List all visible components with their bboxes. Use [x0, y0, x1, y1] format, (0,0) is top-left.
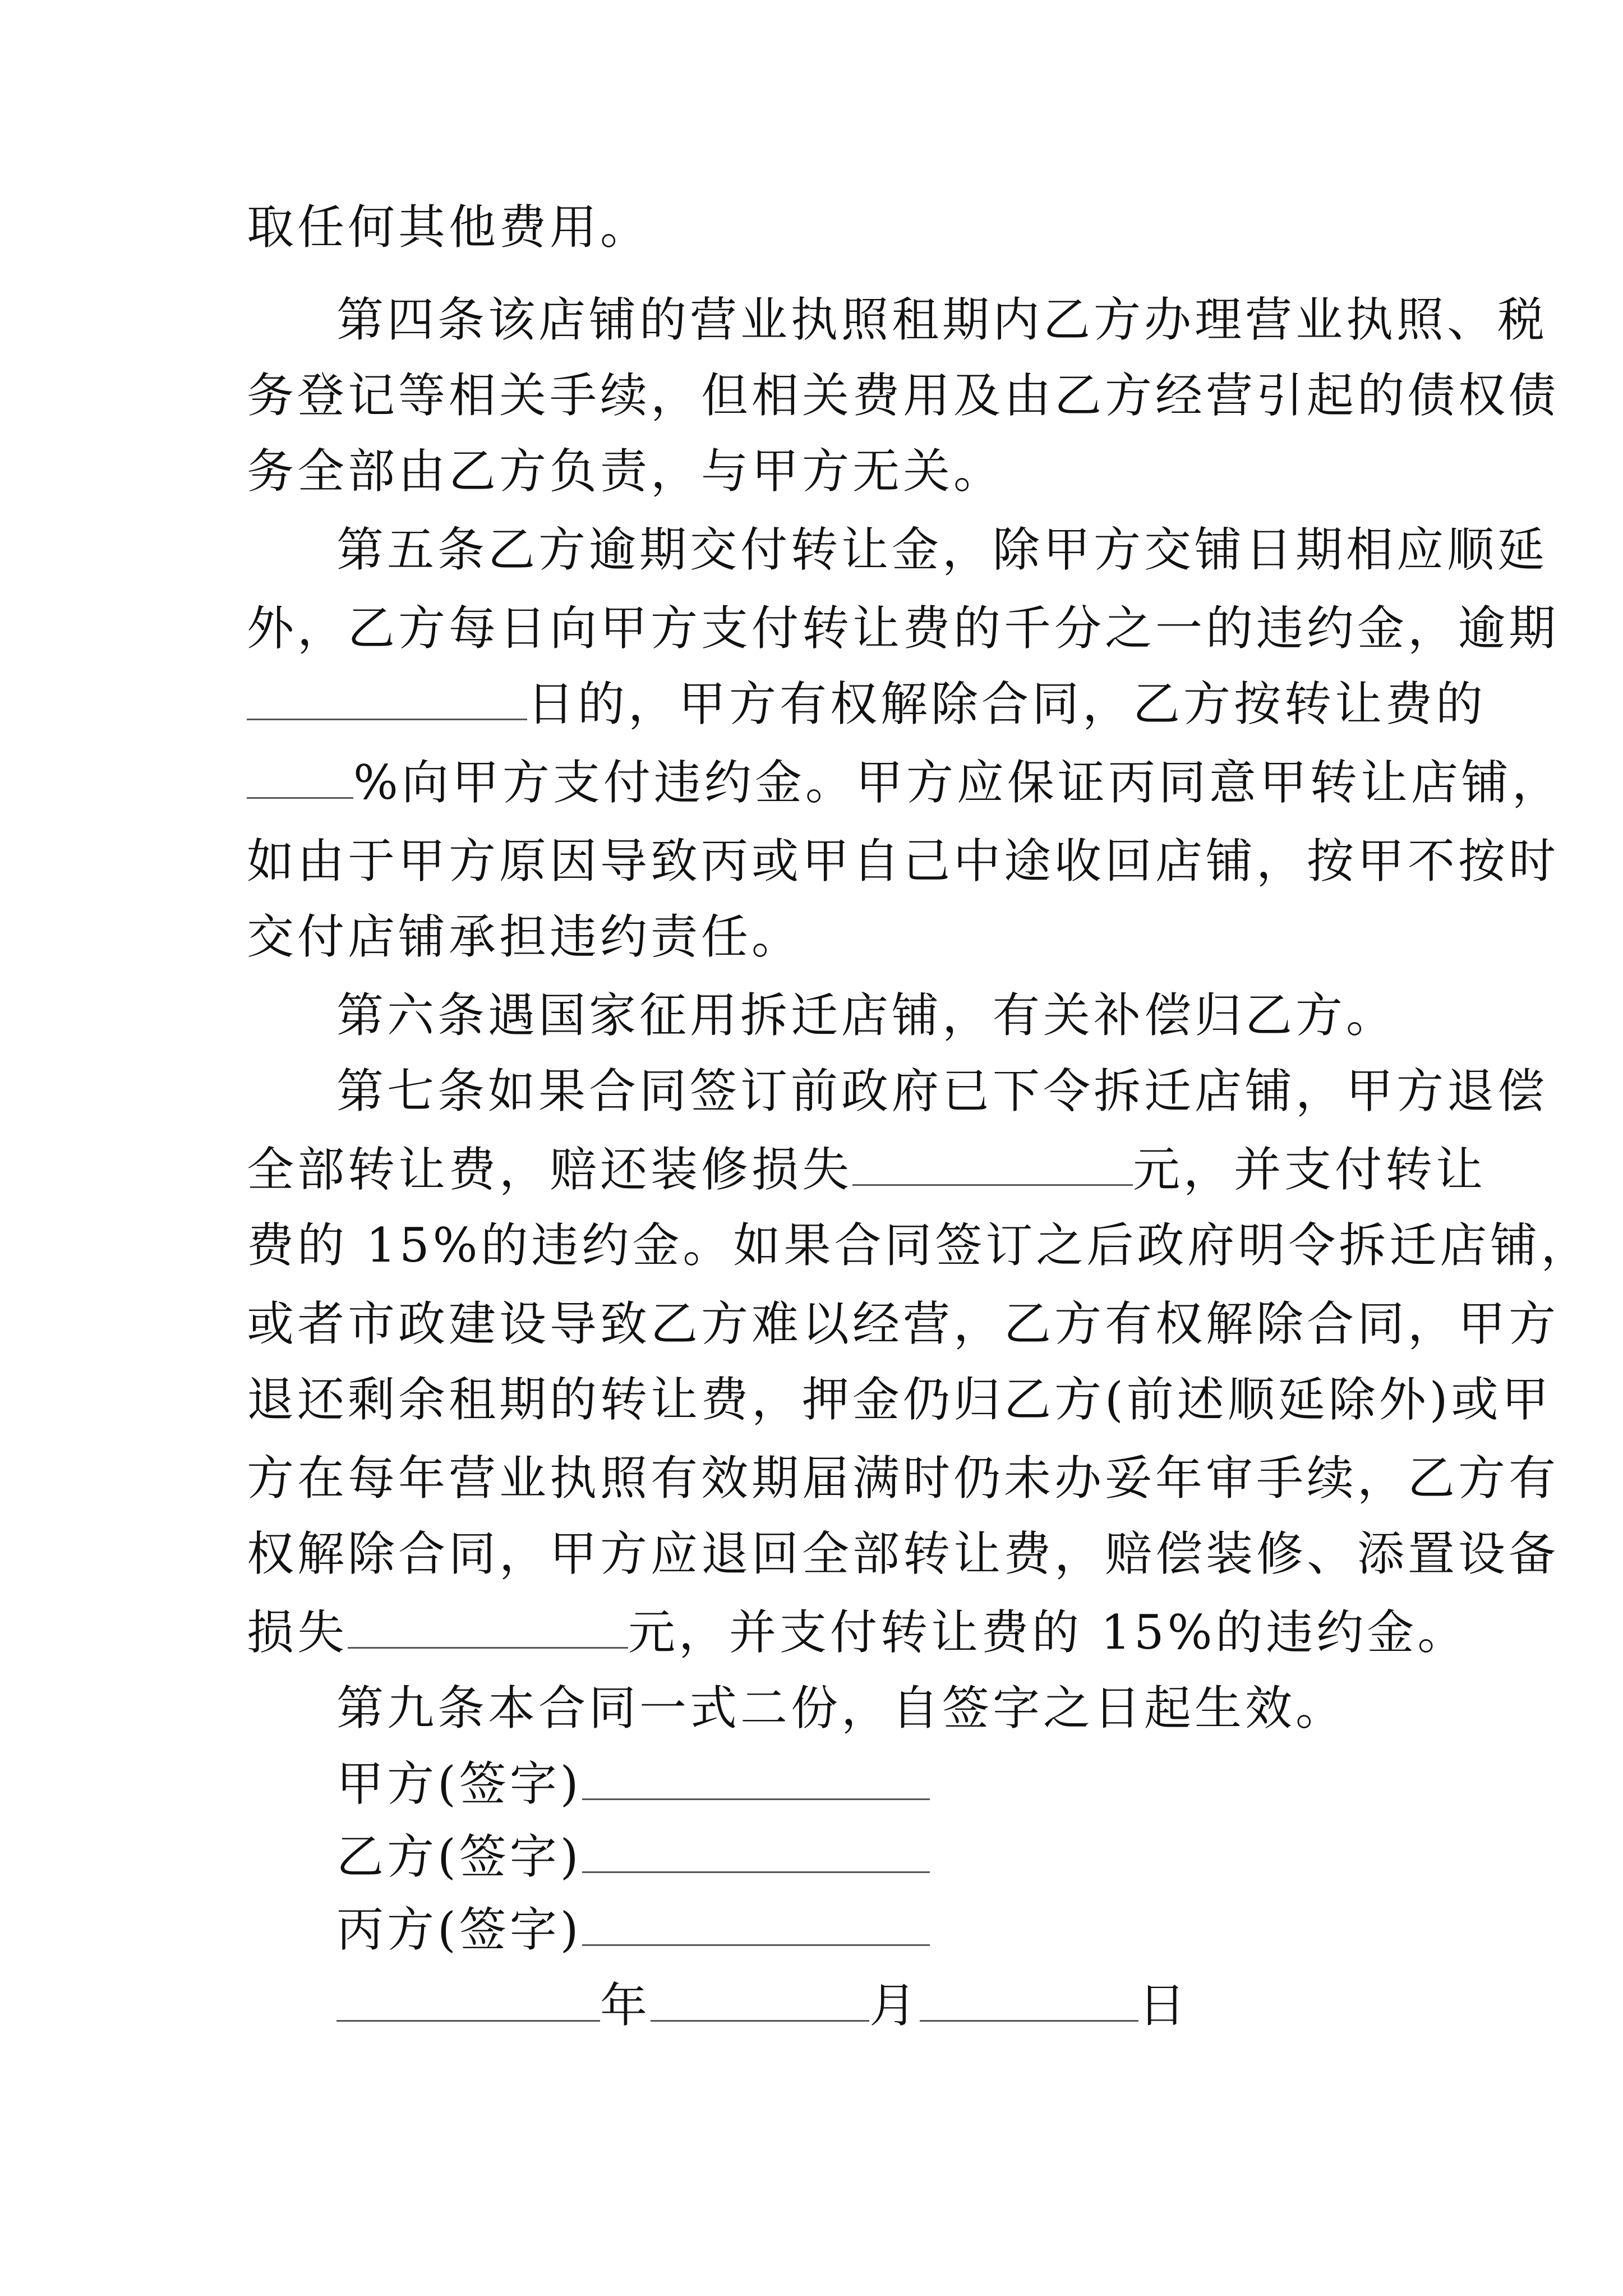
date-day-field[interactable]: [920, 1980, 1138, 2022]
article-7-line-7: 权解除合同，甲方应退回全部转让费，赔偿装修、添置设备: [247, 1526, 1560, 1581]
article-7-line-6: 方在每年营业执照有效期届满时仍未办妥年审手续，乙方有: [247, 1451, 1560, 1506]
text-line: 取任何其他费用。: [247, 200, 651, 255]
article-6-line: 第六条遇国家征用拆迁店铺，有关补偿归乙方。: [336, 988, 1397, 1043]
article-7-line-4: 或者市政建设导致乙方难以经营，乙方有权解除合同，甲方: [247, 1296, 1560, 1351]
date-year-field[interactable]: [336, 1980, 600, 2022]
signature-party-c: 丙方(签字): [336, 1899, 1514, 1961]
blank-days-field[interactable]: [247, 678, 527, 720]
article-4-line-3: 务全部由乙方负责，与甲方无关。: [247, 444, 1004, 499]
article-7-line-8: 损失 元，并支付转让费的 15%的违约金。: [247, 1605, 1468, 1660]
article-7-line-1: 第七条如果合同签订前政府已下令拆迁店铺，甲方退偿: [336, 1064, 1548, 1119]
party-c-signature-field[interactable]: [582, 1904, 930, 1946]
blank-equipment-loss-field[interactable]: [348, 1607, 628, 1649]
article-5-line-2: 外，乙方每日向甲方支付转让费的千分之一的违约金，逾期: [247, 601, 1560, 656]
signature-party-a: 甲方(签字): [336, 1753, 1514, 1815]
signature-party-b: 乙方(签字): [336, 1826, 1514, 1888]
signature-date: 年 月 日: [336, 1975, 1514, 2036]
blank-renovation-loss-field[interactable]: [852, 1144, 1133, 1186]
article-5-line-4: %向甲方支付违约金。甲方应保证丙同意甲转让店铺，: [247, 752, 1424, 813]
article-5-line-1: 第五条乙方逾期交付转让金，除甲方交铺日期相应顺延: [336, 522, 1548, 577]
article-7-line-3: 费的 15%的违约金。如果合同签订之后政府明令拆迁店铺，: [247, 1218, 1592, 1273]
article-5-line-6: 交付店铺承担违约责任。: [247, 909, 803, 964]
date-month-field[interactable]: [651, 1980, 869, 2022]
article-4-line-2: 务登记等相关手续，但相关费用及由乙方经营引起的债权债: [247, 368, 1560, 423]
article-5-line-3: 日的，甲方有权解除合同，乙方按转让费的: [247, 673, 1424, 735]
article-9-line: 第九条本合同一式二份，自签字之日起生效。: [336, 1681, 1347, 1736]
party-a-signature-field[interactable]: [582, 1758, 930, 1800]
article-7-line-2: 全部转让费，赔还装修损失 元，并支付转让: [247, 1142, 1487, 1197]
article-5-line-5: 如由于甲方原因导致丙或甲自己中途收回店铺，按甲不按时: [247, 834, 1560, 889]
party-b-signature-field[interactable]: [582, 1831, 930, 1873]
article-4-line-1: 第四条该店铺的营业执照租期内乙方办理营业执照、税: [336, 292, 1548, 347]
blank-percent-field[interactable]: [247, 757, 353, 799]
article-7-line-5: 退还剩余租期的转让费，押金仍归乙方(前述顺延除外)或甲: [247, 1372, 1552, 1427]
